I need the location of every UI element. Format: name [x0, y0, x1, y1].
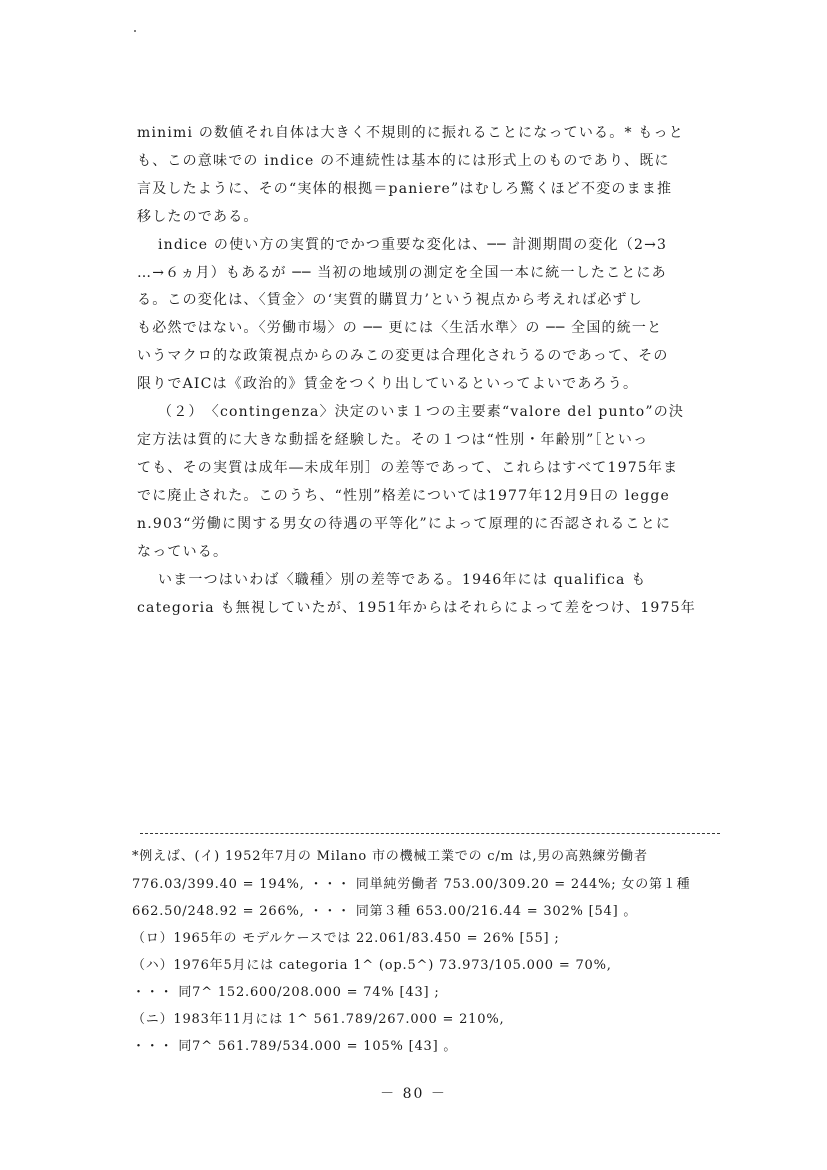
- body-line-14: でに廃止された。このうち、“性別”格差については1977年12月9日の legge: [137, 488, 671, 504]
- footnote-line-7: （ニ）1983年11月には 1^ 561.789/267.000 = 210%,: [132, 1012, 505, 1027]
- footnote-line-8: ・・・ 同7^ 561.789/534.000 = 105% [43] 。: [132, 1039, 458, 1054]
- body-line-5: indice の使い方の実質的でかつ重要な変化は、── 計測期間の変化（2→3: [158, 237, 668, 253]
- body-line-6: …→６ヵ月）もあるが ── 当初の地域別の測定を全国一本に統一したことにあ: [137, 265, 667, 281]
- body-line-16: なっている。: [137, 544, 229, 560]
- scan-speck: [134, 30, 136, 32]
- body-line-13: ても、その実質は成年―未成年別］の差等であって、これらはすべて1975年ま: [137, 460, 679, 476]
- page-number: － 80 －: [380, 1086, 447, 1102]
- body-line-17: いま一つはいわば〈職種〉別の差等である。1946年には qualifica も: [158, 572, 647, 588]
- body-line-18: categoria も無視していたが、1951年からはそれらによって差をつけ、1975年: [137, 600, 696, 616]
- body-line-8: も必然ではない。〈労働市場〉の ── 更には〈生活水準〉の ── 全国的統一と: [137, 320, 663, 336]
- footnote-separator: [140, 833, 720, 834]
- footnote-line-2: 776.03/399.40 = 194%, ・・・ 同単純労働者 753.00/309.20 = 244%; 女の第１種: [132, 877, 691, 892]
- body-line-2: も、この意味での indice の不連続性は基本的には形式上のものであり、既に: [137, 153, 670, 169]
- body-line-1: minimi の数値それ自体は大きく不規則的に振れることになっている。* もっと: [137, 125, 684, 141]
- body-line-11: （２） 〈contingenza〉決定のいま１つの主要素“valore del punto”の決: [158, 404, 685, 420]
- footnote-line-4: （ロ）1965年の モデルケースでは 22.061/83.450 = 26% [55] ;: [132, 931, 560, 946]
- body-line-3: 言及したように、その“実体的根拠＝paniere”はむしろ驚くほど不変のまま推: [137, 181, 673, 197]
- footnote-line-5: （ハ）1976年5月には categoria 1^ (op.5^) 73.973/105.000 = 70%,: [132, 958, 612, 973]
- body-line-4: 移したのである。: [137, 209, 259, 225]
- footnote-line-6: ・・・ 同7^ 152.600/208.000 = 74% [43] ;: [132, 985, 440, 1000]
- body-line-10: 限りでAICは《政治的》賃金をつくり出しているといってよいであろう。: [137, 376, 639, 392]
- footnote-line-3: 662.50/248.92 = 266%, ・・・ 同第３種 653.00/216.44 = 302% [54] 。: [132, 904, 638, 919]
- body-line-7: る。この変化は、〈賃金〉の‘実質的購買力’という視点から考えれば必ずし: [137, 292, 643, 308]
- body-line-15: n.903“労働に関する男女の待遇の平等化”によって原理的に否認されることに: [137, 516, 672, 532]
- body-line-12: 定方法は質的に大きな動揺を経験した。その１つは“性別・年齢別”［といっ: [137, 432, 649, 448]
- body-line-9: いうマクロ的な政策視点からのみこの変更は合理化されうるのであって、その: [137, 348, 669, 364]
- footnote-line-1: *例えば、(イ) 1952年7月の Milano 市の機械工業での c/m は,男の高熟練労働者: [132, 849, 648, 864]
